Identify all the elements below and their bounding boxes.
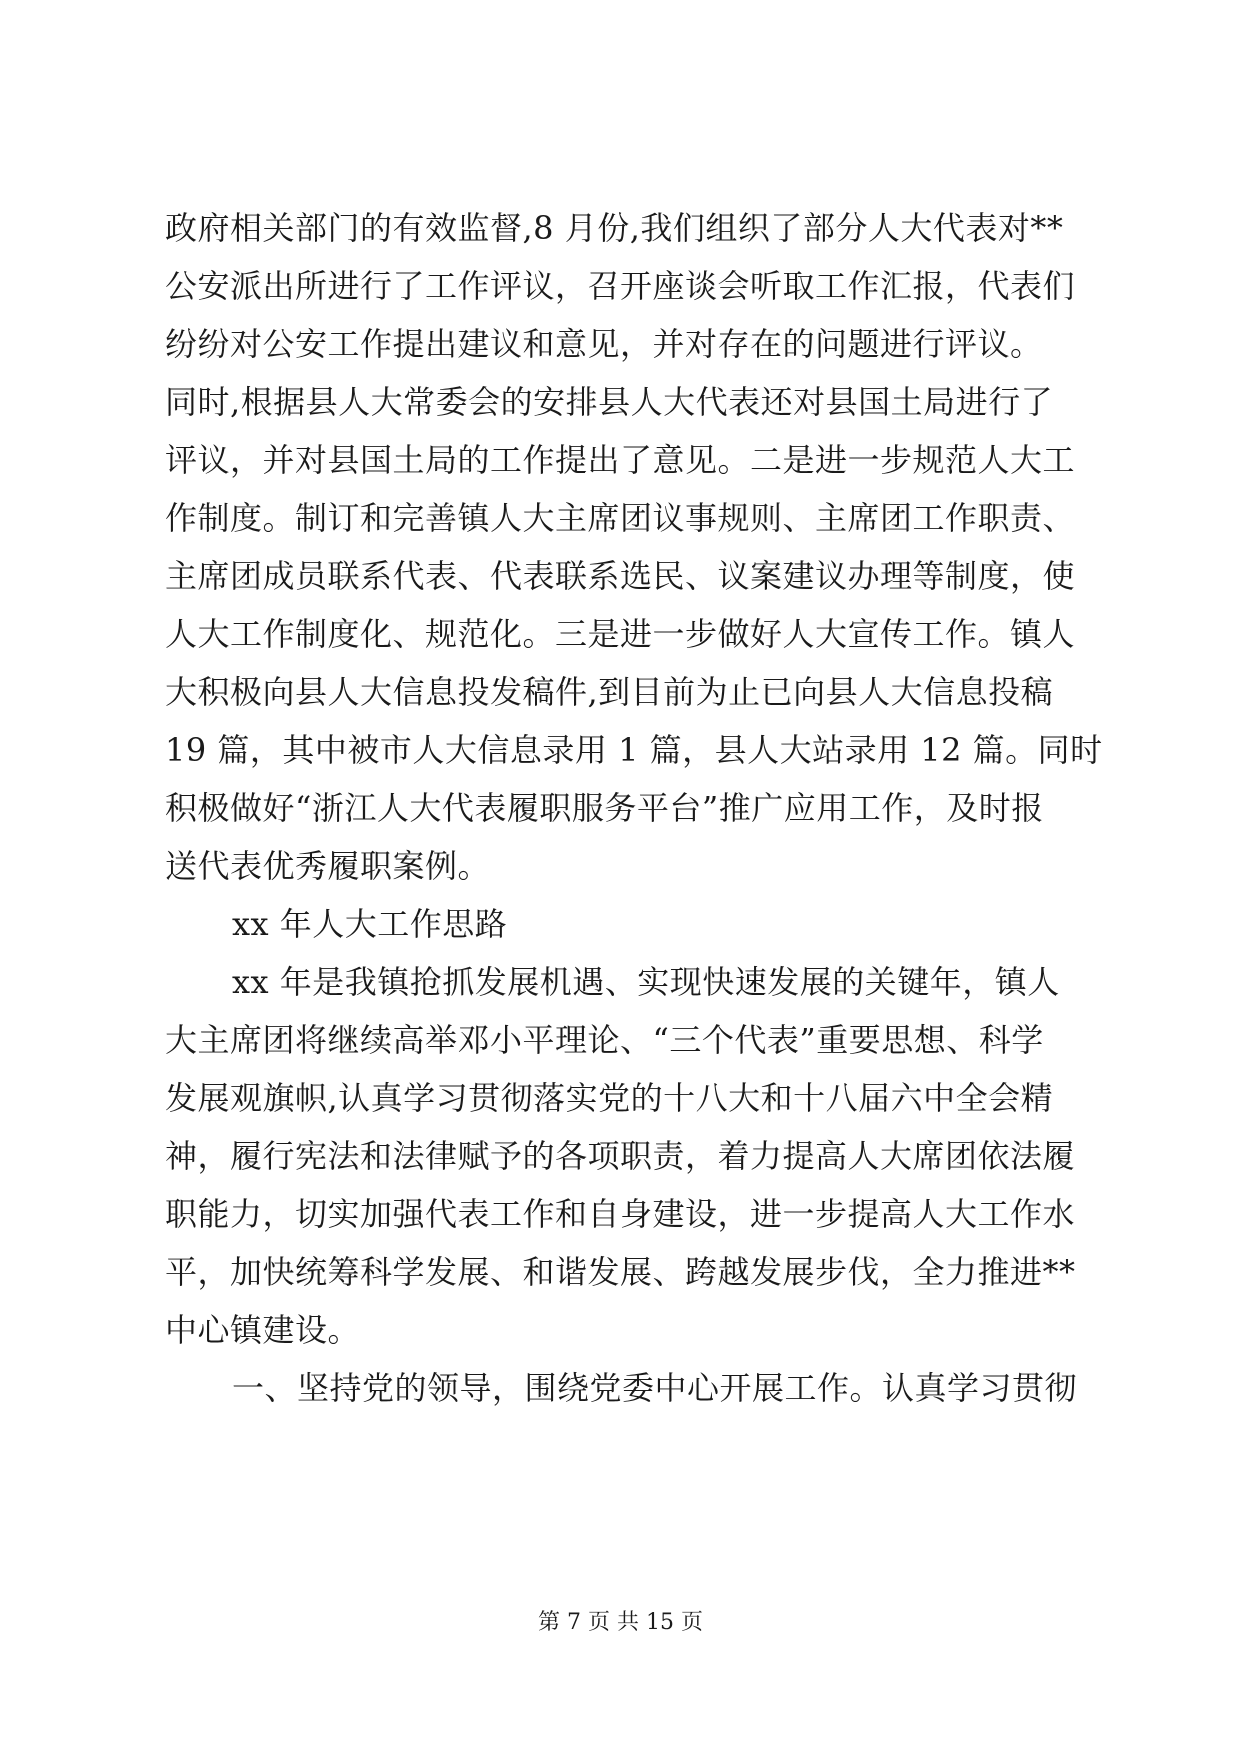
body-text-line: 纷纷对公安工作提出建议和意见，并对存在的问题进行评议。 [165, 325, 1043, 363]
section-heading: xx 年人大工作思路 [232, 905, 508, 943]
body-text-line: 一、坚持党的领导，围绕党委中心开展工作。认真学习贯彻 [232, 1369, 1078, 1407]
page-number-footer: 第 7 页 共 15 页 [538, 1610, 703, 1635]
body-text-line: 政府相关部门的有效监督,8 月份,我们组织了部分人大代表对** [165, 209, 1064, 247]
body-text-line: 大积极向县人大信息投发稿件,到目前为止已向县人大信息投稿 [165, 673, 1054, 711]
body-text-line: 神，履行宪法和法律赋予的各项职责，着力提高人大席团依法履 [165, 1137, 1076, 1175]
body-text-line: 平，加快统筹科学发展、和谐发展、跨越发展步伐，全力推进** [165, 1253, 1076, 1291]
body-text-line: 19 篇，其中被市人大信息录用 1 篇，县人大站录用 12 篇。同时 [165, 731, 1103, 769]
body-text-line: 人大工作制度化、规范化。三是进一步做好人大宣传工作。镇人 [165, 615, 1076, 653]
body-text-line: 送代表优秀履职案例。 [165, 847, 491, 885]
body-text-line: 中心镇建设。 [165, 1311, 361, 1349]
body-text-line: xx 年是我镇抢抓发展机遇、实现快速发展的关键年，镇人 [232, 963, 1060, 1001]
body-text-line: 评议，并对县国土局的工作提出了意见。二是进一步规范人大工 [165, 441, 1076, 479]
body-text-line: 积极做好“浙江人大代表履职服务平台”推广应用工作，及时报 [165, 789, 1044, 827]
body-text-line: 公安派出所进行了工作评议，召开座谈会听取工作汇报，代表们 [165, 267, 1076, 305]
body-text-line: 发展观旗帜,认真学习贯彻落实党的十八大和十八届六中全会精 [165, 1079, 1054, 1117]
body-text-line: 作制度。制订和完善镇人大主席团议事规则、主席团工作职责、 [165, 499, 1076, 537]
body-text-line: 大主席团将继续高举邓小平理论、“三个代表”重要思想、科学 [165, 1021, 1044, 1059]
body-text-line: 职能力，切实加强代表工作和自身建设，进一步提高人大工作水 [165, 1195, 1076, 1233]
body-text-line: 主席团成员联系代表、代表联系选民、议案建议办理等制度，使 [165, 557, 1076, 595]
body-text-line: 同时,根据县人大常委会的安排县人大代表还对县国土局进行了 [165, 383, 1054, 421]
